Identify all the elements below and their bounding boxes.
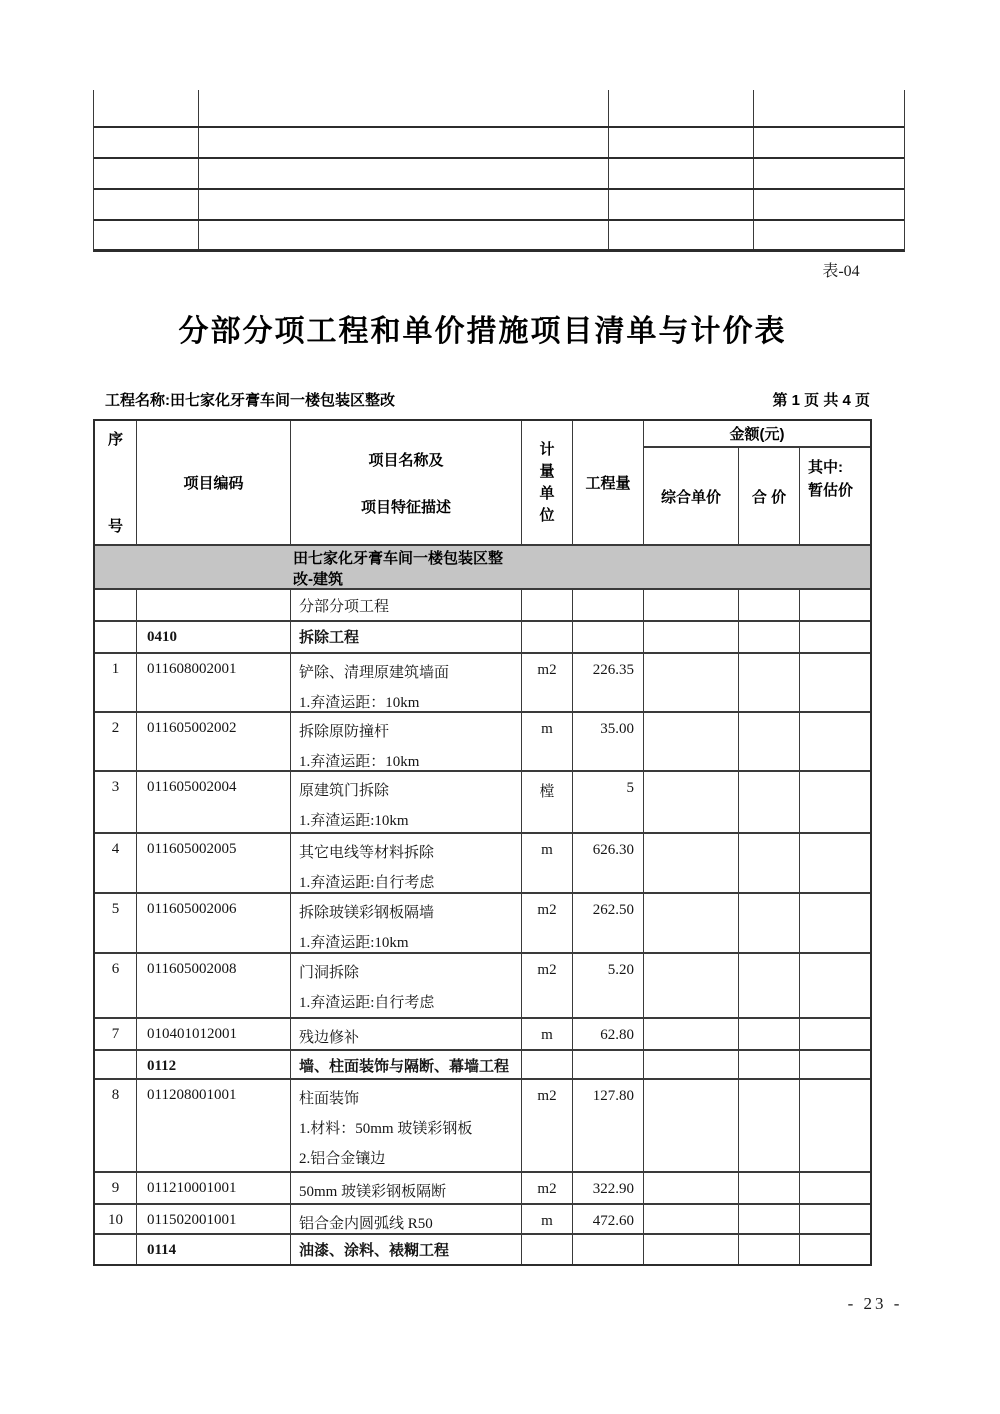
total-price-cell (739, 1019, 800, 1049)
empty-cell (95, 590, 137, 620)
estimate-cell (800, 654, 870, 711)
empty-cell (573, 1051, 644, 1078)
empty-cell (522, 590, 573, 620)
total-price-cell (739, 713, 800, 770)
header-of-which-label: 其中: (808, 459, 843, 476)
item-qty: 5 (573, 772, 644, 832)
item-seq: 7 (95, 1019, 137, 1049)
header-estimate-label: 暂估价 (808, 482, 854, 499)
unit-price-cell (644, 1019, 739, 1049)
item-description (291, 654, 522, 711)
item-name: 铲除、清理原建筑墙面 (299, 665, 450, 681)
empty-cell (573, 622, 644, 652)
header-name-cell (291, 421, 522, 544)
unit-price-cell (644, 1173, 739, 1203)
empty-cell (573, 1235, 644, 1264)
item-unit: m2 (522, 894, 573, 952)
empty-cell (644, 590, 739, 620)
section-banner-line2: 改-建筑 (293, 571, 343, 588)
header-name-line2: 项目特征描述 (360, 498, 451, 516)
estimate-cell (800, 1080, 870, 1171)
item-feature: 1.弃渣运距：10km (299, 695, 420, 711)
boq-pricing-table (93, 419, 872, 1266)
empty-cell (609, 90, 754, 126)
subtitle-label: 分部分项工程 (291, 590, 522, 620)
item-row (95, 832, 870, 892)
item-feature: 1.弃渣运距:自行考虑 (299, 875, 435, 891)
estimate-cell (800, 954, 870, 1017)
item-unit: m (522, 1205, 573, 1233)
unit-price-cell (644, 654, 739, 711)
section-row (95, 1233, 870, 1264)
table-row (94, 126, 904, 157)
item-name: 门洞拆除 (299, 965, 360, 981)
item-code: 011605002002 (137, 713, 291, 770)
unit-price-cell (644, 772, 739, 832)
section-banner-row (95, 544, 870, 588)
item-feature: 1.弃渣运距:10km (299, 935, 409, 951)
empty-cell (644, 1051, 739, 1078)
empty-cell (609, 128, 754, 157)
item-feature: 2.铝合金镶边 (299, 1151, 386, 1167)
item-feature: 1.材料：50mm 玻镁彩钢板 (299, 1121, 473, 1137)
total-price-cell (739, 1173, 800, 1203)
empty-cell (199, 90, 609, 126)
item-code: 011605002008 (137, 954, 291, 1017)
item-name: 残边修补 (299, 1030, 360, 1046)
item-feature: 1.弃渣运距:自行考虑 (299, 995, 435, 1011)
section-name: 拆除工程 (291, 622, 522, 652)
unit-price-cell (644, 894, 739, 952)
item-feature: 1.弃渣运距:10km (299, 813, 409, 829)
empty-cell (199, 159, 609, 188)
unit-price-cell (644, 1080, 739, 1171)
empty-cell (739, 1051, 800, 1078)
table-header-row (95, 421, 870, 544)
empty-cell (94, 159, 199, 188)
item-row (95, 711, 870, 770)
item-description (291, 894, 522, 952)
item-seq: 1 (95, 654, 137, 711)
header-seq-bottom: 号 (107, 518, 123, 535)
header-name-line1: 项目名称及 (368, 451, 444, 469)
empty-cell (754, 128, 904, 157)
empty-cell (522, 622, 573, 652)
item-row (95, 652, 870, 711)
item-code: 011605002005 (137, 834, 291, 892)
item-unit: m2 (522, 1173, 573, 1203)
section-name: 墙、柱面装饰与隔断、幕墙工程 (291, 1051, 522, 1078)
total-price-cell (739, 1080, 800, 1171)
item-row (95, 892, 870, 952)
item-row (95, 1203, 870, 1233)
empty-cell (199, 128, 609, 157)
empty-cell (199, 221, 609, 249)
item-description (291, 713, 522, 770)
item-unit: m2 (522, 954, 573, 1017)
item-name: 拆除玻镁彩钢板隔墙 (299, 905, 435, 921)
total-price-cell (739, 772, 800, 832)
header-code-cell: 项目编码 (137, 421, 291, 544)
empty-cell (522, 1235, 573, 1264)
empty-cell (800, 1051, 870, 1078)
total-price-cell (739, 1205, 800, 1233)
unit-price-cell (644, 1205, 739, 1233)
total-price-cell (739, 654, 800, 711)
section-banner-line1: 田七家化牙膏车间一楼包装区整 (293, 550, 504, 567)
header-unit-price-cell: 综合单价 (644, 448, 739, 544)
item-code: 011605002006 (137, 894, 291, 952)
header-total-price-cell: 合 价 (739, 448, 800, 544)
empty-cell (800, 622, 870, 652)
item-name: 原建筑门拆除 (299, 783, 390, 799)
total-price-cell (739, 954, 800, 1017)
item-qty: 62.80 (573, 1019, 644, 1049)
item-row (95, 770, 870, 832)
item-unit: m2 (522, 1080, 573, 1171)
item-description (291, 954, 522, 1017)
item-name: 柱面装饰 (299, 1091, 360, 1107)
item-description (291, 1205, 522, 1233)
estimate-cell (800, 834, 870, 892)
item-code: 011605002004 (137, 772, 291, 832)
empty-cell (754, 159, 904, 188)
empty-cell (94, 221, 199, 249)
empty-cell (644, 622, 739, 652)
empty-cell (754, 221, 904, 249)
item-description (291, 1080, 522, 1171)
pagination-label: 第 1 页 共 4 页 (772, 392, 870, 409)
item-qty: 127.80 (573, 1080, 644, 1171)
table-row (94, 219, 904, 249)
section-code: 0114 (137, 1235, 291, 1264)
item-unit: 樘 (522, 772, 573, 832)
empty-cell (754, 190, 904, 219)
empty-cell (644, 1235, 739, 1264)
header-seq-cell (95, 421, 137, 544)
estimate-cell (800, 772, 870, 832)
header-unit-label: 计量单位 (539, 440, 555, 524)
estimate-cell (800, 894, 870, 952)
empty-cell (94, 128, 199, 157)
item-qty: 226.35 (573, 654, 644, 711)
item-unit: m (522, 713, 573, 770)
header-estimate-cell (800, 448, 870, 544)
item-row (95, 1017, 870, 1049)
unit-price-cell (644, 834, 739, 892)
empty-cell (800, 1235, 870, 1264)
section-code: 0112 (137, 1051, 291, 1078)
section-code: 0410 (137, 622, 291, 652)
table-row (94, 188, 904, 219)
item-code: 010401012001 (137, 1019, 291, 1049)
item-seq: 2 (95, 713, 137, 770)
empty-cell (137, 590, 291, 620)
item-code: 011208001001 (137, 1080, 291, 1171)
unit-price-cell (644, 954, 739, 1017)
item-unit: m (522, 834, 573, 892)
item-seq: 4 (95, 834, 137, 892)
empty-cell (95, 622, 137, 652)
item-qty: 35.00 (573, 713, 644, 770)
empty-cell (739, 622, 800, 652)
header-amount-label: 金额(元) (644, 421, 870, 448)
empty-cell (573, 590, 644, 620)
item-qty: 5.20 (573, 954, 644, 1017)
empty-cell (739, 590, 800, 620)
item-qty: 472.60 (573, 1205, 644, 1233)
page-number: - 23 - (847, 1294, 903, 1313)
section-row (95, 620, 870, 652)
item-seq: 3 (95, 772, 137, 832)
estimate-cell (800, 1173, 870, 1203)
empty-cell (609, 159, 754, 188)
item-row (95, 1171, 870, 1203)
header-unit-cell (522, 421, 573, 544)
empty-cell (94, 190, 199, 219)
item-name: 铝合金内圆弧线 R50 (299, 1216, 433, 1232)
section-name: 油漆、涂料、裱糊工程 (291, 1235, 522, 1264)
table-number-label: 表-04 (822, 263, 860, 280)
item-name: 拆除原防撞杆 (299, 724, 390, 740)
item-code: 011608002001 (137, 654, 291, 711)
section-row (95, 1049, 870, 1078)
item-seq: 10 (95, 1205, 137, 1233)
item-seq: 6 (95, 954, 137, 1017)
previous-table-fragment (93, 90, 905, 252)
item-qty: 262.50 (573, 894, 644, 952)
item-name: 其它电线等材料拆除 (299, 845, 435, 861)
header-amount-subrow (644, 448, 870, 544)
project-name-label: 工程名称:田七家化牙膏车间一楼包装区整改 (105, 392, 395, 409)
item-description (291, 772, 522, 832)
empty-cell (609, 190, 754, 219)
empty-cell (754, 90, 904, 126)
empty-cell (95, 1235, 137, 1264)
item-seq: 8 (95, 1080, 137, 1171)
item-description (291, 1019, 522, 1049)
subtitle-row (95, 588, 870, 620)
unit-price-cell (644, 713, 739, 770)
item-feature: 1.弃渣运距：10km (299, 754, 420, 770)
item-unit: m2 (522, 654, 573, 711)
empty-cell (95, 1051, 137, 1078)
item-qty: 322.90 (573, 1173, 644, 1203)
estimate-cell (800, 713, 870, 770)
estimate-cell (800, 1205, 870, 1233)
empty-cell (199, 190, 609, 219)
item-description (291, 1173, 522, 1203)
empty-cell (739, 1235, 800, 1264)
estimate-cell (800, 1019, 870, 1049)
header-seq-top: 序 (107, 431, 123, 448)
item-name: 50mm 玻镁彩钢板隔断 (299, 1184, 447, 1200)
total-price-cell (739, 894, 800, 952)
item-seq: 9 (95, 1173, 137, 1203)
item-unit: m (522, 1019, 573, 1049)
empty-cell (800, 590, 870, 620)
table-meta-row (93, 389, 872, 410)
header-amount-group (644, 421, 870, 544)
item-code: 011502001001 (137, 1205, 291, 1233)
item-qty: 626.30 (573, 834, 644, 892)
total-price-cell (739, 834, 800, 892)
table-row (94, 90, 904, 126)
empty-cell (522, 1051, 573, 1078)
page-title: 分部分项工程和单价措施项目清单与计价表 (178, 315, 787, 348)
section-banner-text (95, 546, 870, 588)
item-seq: 5 (95, 894, 137, 952)
table-row (94, 157, 904, 188)
header-qty-cell: 工程量 (573, 421, 644, 544)
item-code: 011210001001 (137, 1173, 291, 1203)
item-row (95, 952, 870, 1017)
empty-cell (609, 221, 754, 249)
empty-cell (94, 90, 199, 126)
item-row (95, 1078, 870, 1171)
item-description (291, 834, 522, 892)
